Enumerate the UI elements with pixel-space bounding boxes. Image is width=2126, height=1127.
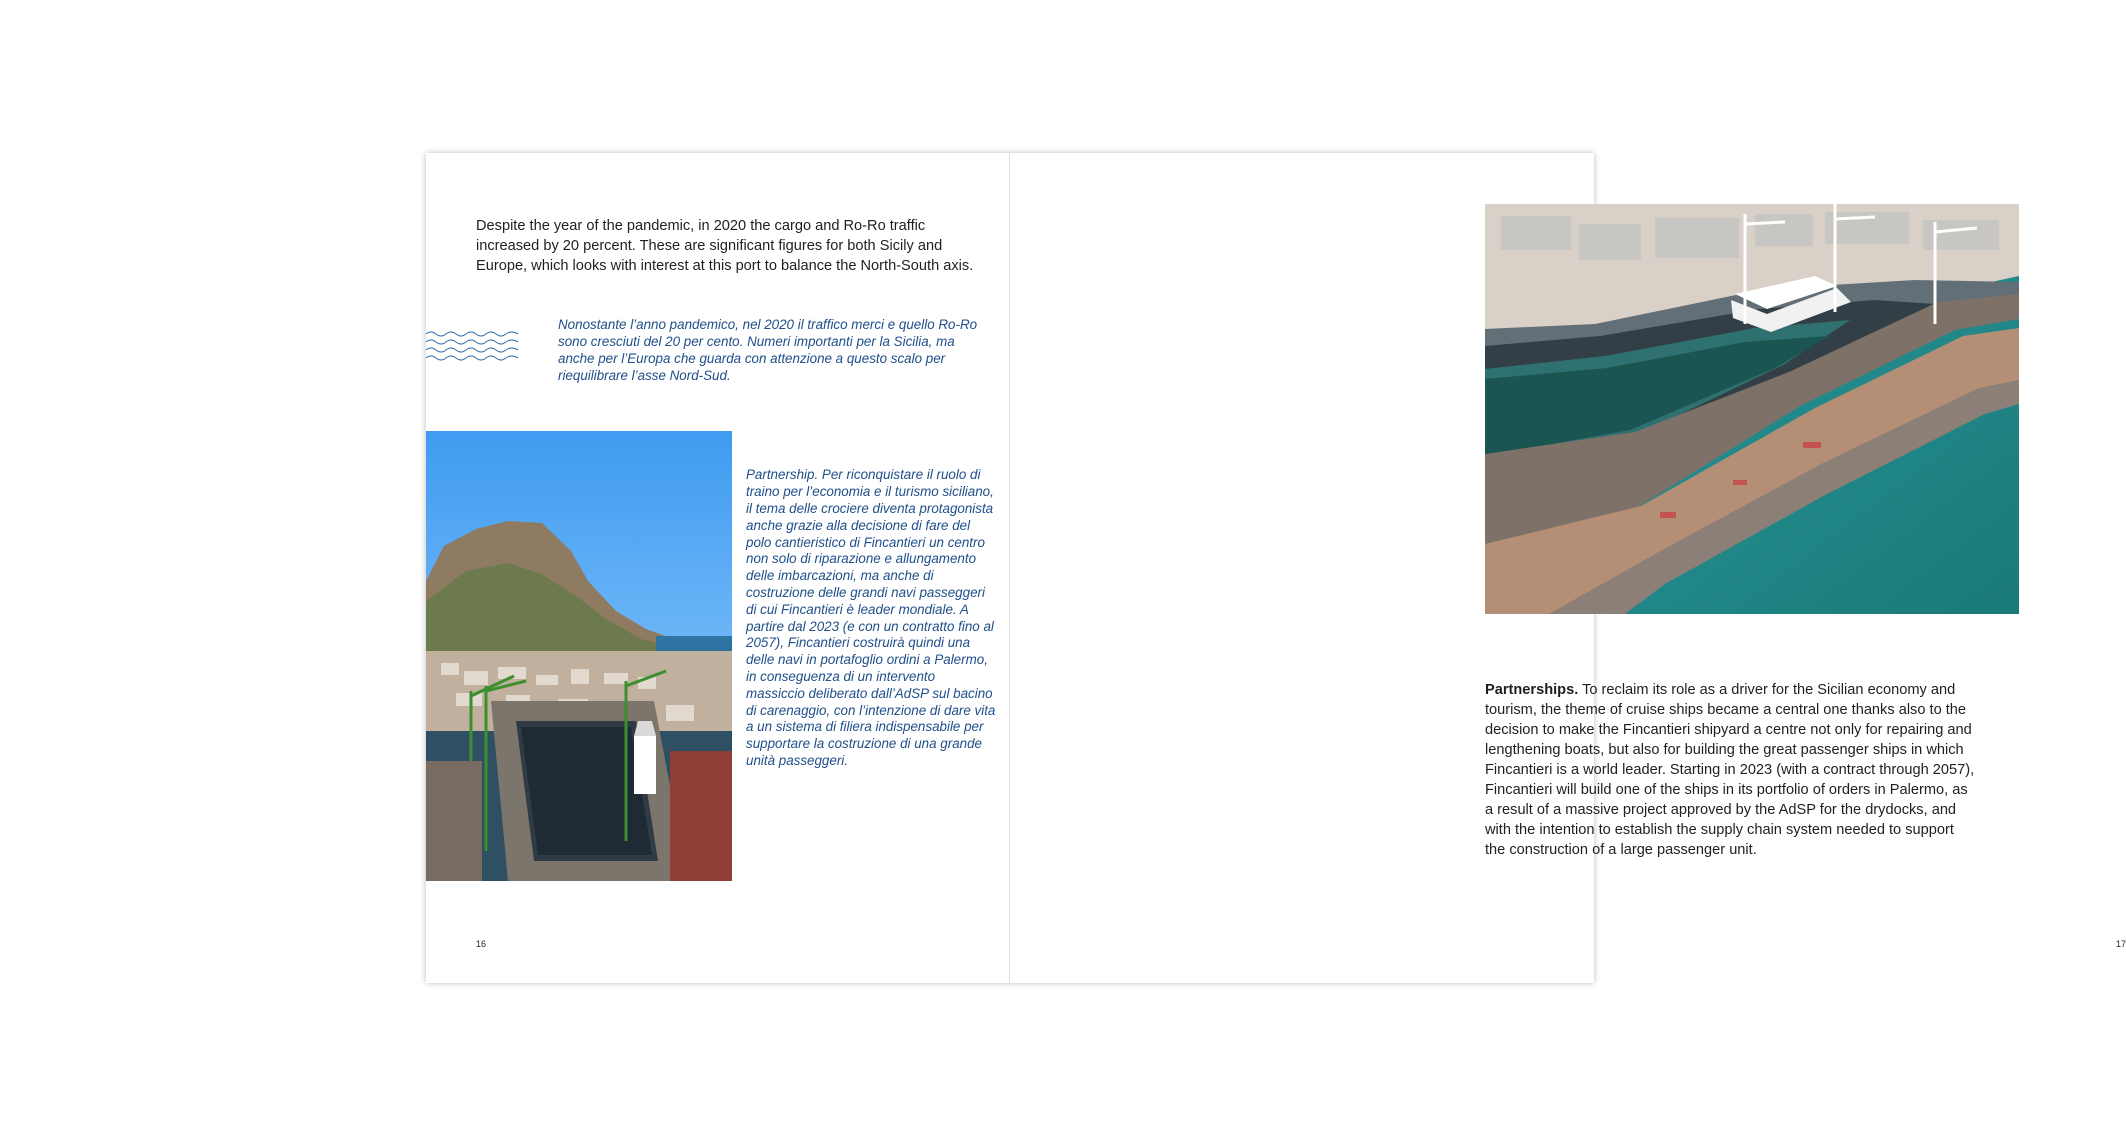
page-number-left: 16 <box>476 939 487 949</box>
right-page <box>1010 153 2126 983</box>
wave-lines-icon <box>426 329 518 369</box>
mountain-shipyard-photo <box>426 431 732 881</box>
intro-italian-paragraph: Nonostante l’anno pandemico, nel 2020 il traffico merci e quello Ro-Ro sono cresciuti del 20 per cento. Numeri importanti per la Sicilia, ma anche per l’Europa che guarda con attenzione a questo scalo per riequilibrare l’asse Nord-Sud. <box>558 317 978 383</box>
partnership-body: To reclaim its role as a driver for the Sicilian economy and tourism, the theme of cruise ships became a central one thanks also to the decision to make the Fincantieri shipyard a centre not only for repairing and lengthening boats, but also for building the great passenger ships in which Fincantieri is a world leader. Starting in 2023 (with a contract through 2057), Fincantieri will build one of the ships in its portfolio of orders in Palermo, as a result of a massive project approved by the AdSP for the drydocks, and with the intention to establish the supply chain system needed to support the construction of a large passenger unit. <box>1485 681 1975 858</box>
page-number-right: 17 <box>2116 939 2126 949</box>
partnership-italian-paragraph: Partnership. Per riconquistare il ruolo di traino per l’economia e il turismo siciliano, il tema delle crociere diventa protagonista anche grazie alla decisione di fare del polo cantieristico di Fincantieri un centro non solo di riparazione e allungamento delle imbarcazioni, ma anche di costruzione delle grandi navi passeggeri di cui Fincantieri è leader mondiale. A partire dal 2023 (e con un contratto fino al 2057), Fincantieri costruirà quindi una delle navi in portafoglio ordini a Palermo, in conseguenza di un intervento massiccio deliberato dall’AdSP sul bacino di carenaggio, con l’intenzione di dare vita a un sistema di filiera indispensabile per supportare la costruzione di una grande unità passeggeri. <box>746 467 996 768</box>
left-page <box>426 153 1010 983</box>
magazine-spread <box>426 153 2126 983</box>
partnership-english-paragraph <box>1485 680 1975 860</box>
drydock-aerial-photo <box>1485 204 2019 614</box>
partnership-heading: Partnerships. <box>1485 681 1579 698</box>
intro-english-paragraph: Despite the year of the pandemic, in 2020 the cargo and Ro-Ro traffic increased by 20 percent. These are significant figures for both Sicily and Europe, which looks with interest at this port to balance the North-South axis. <box>476 217 974 274</box>
